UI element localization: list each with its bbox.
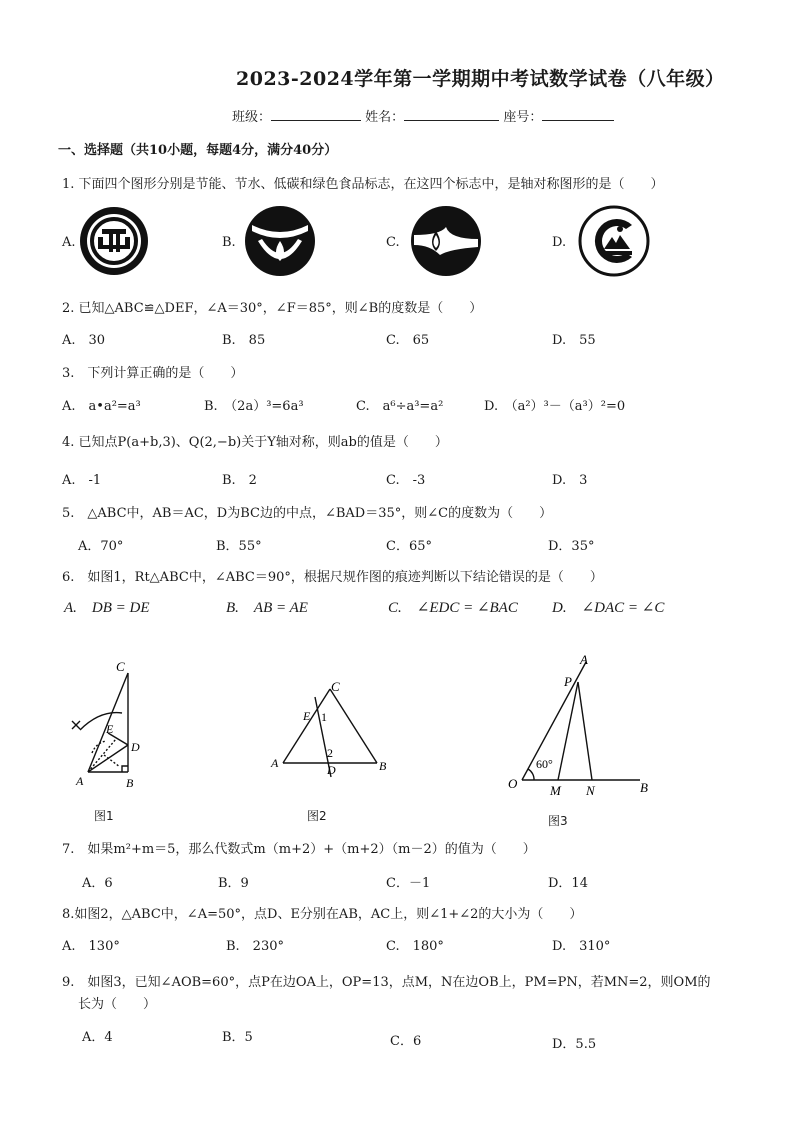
question-2: 2. 已知△ABC≌△DEF，∠A＝30°，∠F＝85°，则∠B的度数是（ ）: [62, 301, 483, 316]
q6-option-a: A. DB = DE: [64, 600, 150, 616]
question-8: 8.如图2，△ABC中，∠A=50°，点D、E分别在AB，AC上，则∠1+∠2的大小为（ ）: [62, 907, 583, 922]
q1-option-a: A.: [62, 235, 76, 250]
q7-option-d: D．14: [548, 876, 588, 891]
fig1-label-e: E: [106, 722, 114, 736]
fig3-label-a: A: [580, 652, 588, 667]
fig1-right-angle: [122, 766, 128, 772]
q1-option-d: D.: [552, 235, 567, 250]
q7-option-c: C．－1: [386, 876, 431, 891]
q5-option-b: B．55°: [216, 539, 262, 554]
name-label: 姓名：: [365, 110, 405, 125]
q8-option-a: A. 130°: [62, 939, 120, 954]
question-3: 3. 下列计算正确的是（ ）: [62, 366, 244, 381]
figure-1-caption: 图1: [94, 809, 114, 823]
fig2-label-a: A: [271, 756, 279, 770]
q9-option-c: C．6: [390, 1034, 422, 1049]
q4-option-b: B. 2: [222, 473, 257, 488]
figure-1: [60, 655, 160, 795]
fig1-label-c: C: [116, 659, 125, 674]
q2-option-d: D. 55: [552, 333, 596, 348]
seat-label: 座号：: [503, 110, 543, 125]
q4-option-a: A. -1: [62, 473, 102, 488]
q4-option-d: D. 3: [552, 473, 588, 488]
fig3-label-o: O: [508, 776, 518, 791]
fig3-segment-pn: [578, 682, 592, 780]
question-1: 1. 下面四个图形分别是节能、节水、低碳和绿色食品标志，在这四个标志中，是轴对称图形的是（ ）: [62, 177, 664, 192]
q2-option-b: B. 85: [222, 333, 266, 348]
name-blank: [404, 108, 499, 121]
q3-option-d: D. （a²）³－（a³）²=0: [484, 399, 626, 414]
section-heading: 一、选择题（共10小题，每题4分，满分40分）: [58, 143, 338, 158]
figure-3-caption: 图3: [548, 814, 568, 828]
question-9-line-2: 长为（ ）: [78, 997, 157, 1012]
q1-option-c: C.: [386, 235, 400, 250]
fig3-ray-oa: [522, 662, 586, 780]
fig3-label-b: B: [640, 780, 648, 795]
q9-option-b: B．5: [222, 1030, 253, 1045]
fig1-cross-mark: [72, 721, 80, 729]
question-9: 9. 如图3，已知∠AOB=60°，点P在边OA上，OP=13，点M，N在边OB上，PM=PN，若MN=2，则OM的: [62, 975, 711, 990]
fig3-label-n: N: [586, 783, 595, 798]
q5-option-a: A．70°: [78, 539, 124, 554]
fig2-side-cb: [330, 689, 377, 763]
q3-option-b: B. （2a）³=6a³: [204, 399, 304, 414]
fig3-label-m: M: [550, 783, 561, 798]
fig2-label-b: B: [379, 759, 387, 773]
seat-blank: [542, 108, 614, 121]
energy-saving-logo-icon: [78, 205, 150, 277]
exam-title: 2023-2024学年第一学期期中考试数学试卷（八年级）: [236, 68, 725, 90]
q5-option-c: C．65°: [386, 539, 432, 554]
fig1-arc-2: [92, 741, 106, 753]
fig3-label-60: 60°: [536, 757, 553, 771]
q2-option-a: A. 30: [62, 333, 106, 348]
fig3-segment-pm: [558, 682, 578, 780]
figure-3: [500, 650, 660, 800]
figure-2-caption: 图2: [307, 809, 327, 823]
fig2-label-2: 2: [327, 746, 333, 760]
q8-option-b: B. 230°: [226, 939, 284, 954]
q8-option-c: C. 180°: [386, 939, 444, 954]
fig2-label-e: E: [303, 709, 311, 723]
q6-option-d: D. ∠DAC = ∠C: [552, 600, 665, 616]
fig1-label-b: B: [126, 776, 134, 790]
q9-option-d: D．5.5: [552, 1037, 597, 1052]
water-saving-logo-icon: [244, 205, 316, 277]
q7-option-b: B．9: [218, 876, 249, 891]
q6-option-b: B. AB = AE: [226, 600, 308, 616]
q3-option-c: C. a⁶÷a³=a²: [356, 399, 444, 414]
question-7: 7. 如果m²+m＝5，那么代数式m（m+2）+（m+2）（m－2）的值为（ ）: [62, 842, 536, 857]
q4-option-c: C. -3: [386, 473, 426, 488]
class-label: 班级：: [232, 110, 272, 125]
fig1-label-a: A: [76, 774, 84, 788]
fig1-arc-1: [80, 713, 122, 730]
q8-option-d: D. 310°: [552, 939, 611, 954]
q9-option-a: A．4: [82, 1030, 113, 1045]
fig1-label-d: D: [131, 740, 140, 754]
low-carbon-logo-icon: [410, 205, 482, 277]
question-4: 4. 已知点P(a+b,3)、Q(2,−b)关于Y轴对称，则ab的值是（ ）: [62, 435, 448, 450]
question-6: 6. 如图1，Rt△ABC中，∠ABC＝90°，根据尺规作图的痕迹判断以下结论错误的是（ ）: [62, 570, 603, 585]
fig2-side-ac: [283, 689, 330, 763]
class-blank: [271, 108, 361, 121]
q5-option-d: D．35°: [548, 539, 595, 554]
fig2-label-c: C: [331, 679, 340, 694]
fig2-label-d: D: [327, 763, 336, 777]
figure-2: [265, 675, 395, 785]
fig3-angle-arc: [528, 769, 534, 780]
q7-option-a: A．6: [82, 876, 113, 891]
green-food-logo-icon: [578, 205, 650, 277]
q3-option-a: A. a•a²=a³: [62, 399, 141, 414]
q2-option-c: C. 65: [386, 333, 430, 348]
question-5: 5. △ABC中，AB＝AC，D为BC边的中点，∠BAD＝35°，则∠C的度数为（ ）: [62, 506, 553, 521]
student-info-line: [232, 106, 614, 125]
fig2-label-1: 1: [321, 710, 327, 724]
fig3-label-p: P: [564, 674, 572, 689]
fig1-dashed-2: [104, 755, 120, 767]
q6-option-c: C. ∠EDC = ∠BAC: [388, 600, 518, 616]
q1-option-b: B.: [222, 235, 236, 250]
